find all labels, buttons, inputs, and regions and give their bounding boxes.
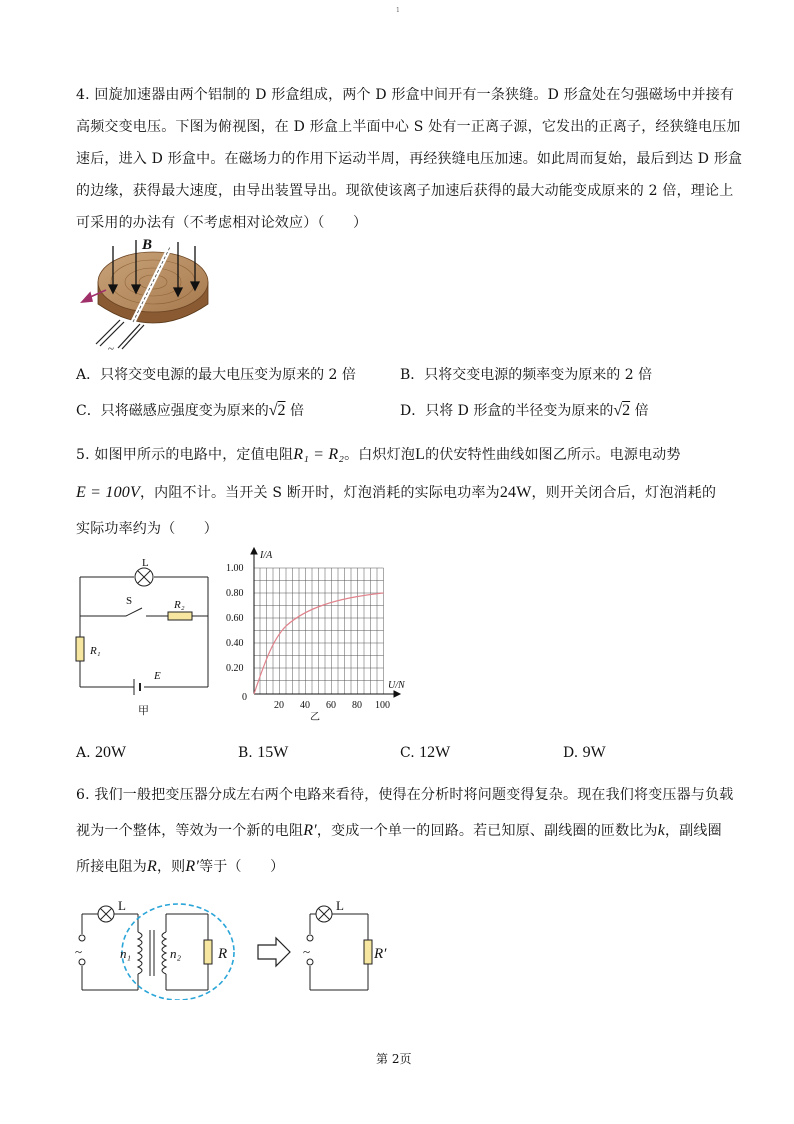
q4-option-a[interactable]: A．只将交变电源的最大电压变为原来的 2 倍	[76, 367, 356, 383]
q4-line-3: 速后，进入 D 形盒中。在磁场力的作用下运动半周，再经狭缝电压加速。如此周而复始，最后到达 D 形盒	[76, 151, 743, 167]
k-symbol: k	[657, 822, 666, 839]
circuit-lamp-label: L	[142, 557, 149, 569]
r-symbol: R	[147, 858, 157, 875]
q6-line-1: 6. 我们一般把变压器分成左右两个电路来看待，使得在分析时将问题变得复杂。现在我们将变压器与负载	[76, 787, 734, 803]
graph-xtick: 100	[375, 700, 390, 711]
graph-origin: 0	[242, 692, 247, 703]
graph-xtick: 80	[352, 700, 362, 711]
circuit-diagram-jia	[74, 552, 214, 722]
q5-line-1: 5. 如图甲所示的电路中，定值电阻R₁ = R₂。白炽灯泡L的伏安特性曲线如图乙所示。电源电动势	[76, 446, 681, 463]
power-value: 24W	[499, 484, 532, 501]
graph-ytick: 1.00	[226, 563, 244, 574]
sqrt-2-c: √2	[268, 402, 286, 419]
graph-ytick: 0.40	[226, 638, 244, 649]
q5-option-d[interactable]: D. 9W	[563, 744, 606, 761]
graph-xtick: 60	[326, 700, 336, 711]
circuit-r2-label: R₂	[174, 599, 185, 611]
fig-ac2-symbol: ~	[303, 944, 311, 959]
graph-ylabel: I/A	[260, 550, 273, 561]
q5-line-3: 实际功率约为（ ）	[76, 521, 218, 537]
fig-lamp2-label: L	[336, 898, 344, 913]
fig-r-label: R	[218, 946, 228, 962]
q4-line-4: 的边缘，获得最大速度，由导出装置导出。现欲使该离子加速后获得的最大动能变成原来的 2 倍，理论上	[76, 183, 734, 199]
circuit-r1-label: R₁	[90, 645, 101, 657]
circuit-caption: 甲	[138, 705, 149, 717]
r-prime-symbol: R′	[303, 822, 317, 839]
q5-option-a[interactable]: A. 20W	[76, 744, 127, 761]
iv-curve-graph	[226, 546, 406, 724]
fig-n2-label: n₂	[170, 946, 182, 961]
sqrt-2-d: √2	[613, 402, 631, 419]
q4-option-c-text: C．只将磁感应强度变为原来的	[76, 403, 269, 419]
q5-option-c[interactable]: C. 12W	[400, 744, 451, 761]
page-number: 第 2页	[376, 1052, 412, 1066]
fig-lamp-label: L	[118, 898, 126, 913]
graph-xlabel: U/N	[388, 680, 405, 691]
q6-line-3: 所接电阻为R，则R′等于（ ）	[76, 858, 285, 875]
q5-line-2: E = 100V，内阻不计。当开关 S 断开时，灯泡消耗的实际电功率为24W，则开关闭合后，灯泡消耗的	[76, 484, 717, 501]
q6-line-2: 视为一个整体，等效为一个新的电阻R′，变成一个单一的回路。若已知原、副线圈的匝数比为k，副线圈	[76, 822, 722, 839]
q4-line-2: 高频交变电压。下图为俯视图，在 D 形盒上半面中心 S 处有一正离子源，它发出的正离子，经狭缝电压加	[76, 119, 741, 135]
source-label: ~	[108, 343, 114, 354]
graph-ytick: 0.80	[226, 588, 244, 599]
field-label-b: B	[142, 237, 153, 253]
transformer-equivalence-figure	[72, 890, 392, 1000]
fig-ac-symbol: ~	[75, 944, 83, 959]
graph-ytick: 0.20	[226, 663, 244, 674]
q4-option-c[interactable]: C．只将磁感应强度变为原来的√2 倍	[76, 402, 304, 419]
q4-line-5: 可采用的办法有（不考虑相对论效应）（ ）	[76, 215, 368, 231]
emf-value: E = 100V	[76, 484, 140, 501]
circuit-switch-label: S	[126, 595, 133, 607]
q4-line-1: 4. 回旋加速器由两个铝制的 D 形盒组成，两个 D 形盒中间开有一条狭缝。D 形盒处在匀强磁场中并接有	[76, 87, 735, 103]
q4-option-d-text: D．只将 D 形盒的半径变为原来的	[400, 403, 614, 419]
cyclotron-figure	[78, 232, 228, 354]
graph-ytick: 0.60	[226, 613, 244, 624]
graph-xtick: 20	[274, 700, 284, 711]
q5-option-b[interactable]: B. 15W	[238, 744, 289, 761]
graph-xtick: 40	[300, 700, 310, 711]
circuit-emf-label: E	[154, 670, 161, 682]
graph-caption: 乙	[310, 712, 320, 723]
lamp-symbol: L	[415, 446, 426, 463]
r-prime-symbol-2: R′	[185, 858, 200, 875]
q4-option-d[interactable]: D．只将 D 形盒的半径变为原来的√2 倍	[400, 402, 649, 419]
q4-option-b[interactable]: B．只将交变电源的频率变为原来的 2 倍	[400, 367, 653, 383]
header-mark: 1	[396, 7, 400, 14]
resistor-equality: R₁ = R₂	[293, 446, 345, 463]
fig-n1-label: n₁	[120, 946, 132, 961]
fig-rprime-label: R′	[374, 946, 387, 962]
